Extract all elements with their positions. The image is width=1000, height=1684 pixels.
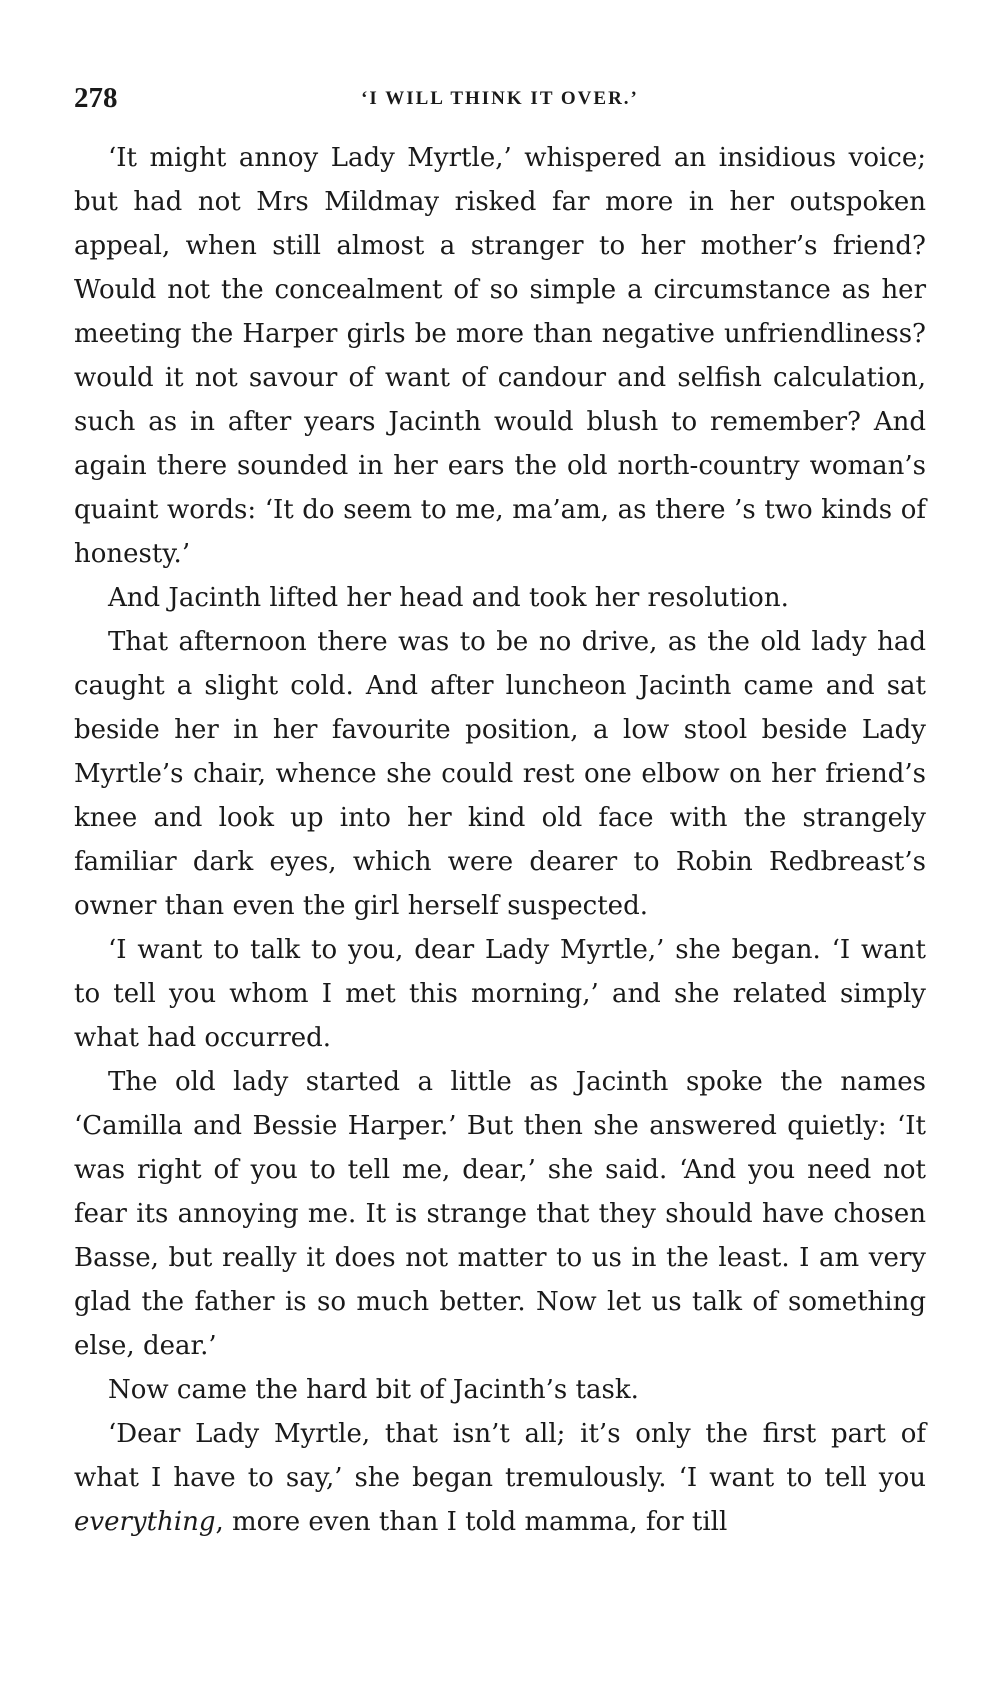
- paragraph: And Jacinth lifted her head and took her resolution.: [108, 583, 789, 613]
- paragraph: ‘It might annoy Lady Myrtle,’ whispered an insidious voice; but had not Mrs Mildmay risked far more in her outspoken appeal, when still almost a stranger to her mother’s friend? Would not the concealment of so simple a circumstance as her meeting the Harper girls be more than negative unfriendliness? would it not savour of want of candour and selfish calculation, such as in after years Jacinth would blush to remember? And again there sounded in her ears the old north-country woman’s quaint words: ‘It do seem to me, ma’am, as there ’s two kinds of honesty.’: [74, 143, 926, 569]
- paragraph-text: ‘Dear Lady Myrtle, that isn’t all; it’s only the first part of what I have to say,’ she began tremulously. ‘I want to tell you: [74, 1419, 926, 1493]
- body-text: [74, 136, 926, 1544]
- emphasized-word: everything: [74, 1507, 216, 1537]
- page-header: [74, 82, 926, 122]
- paragraph: Now came the hard bit of Jacinth’s task.: [108, 1375, 639, 1405]
- paragraph-text: , more even than I told mamma, for till: [215, 1507, 728, 1537]
- paragraph: That afternoon there was to be no drive, as the old lady had caught a slight cold. And after luncheon Jacinth came and sat beside her in her favourite position, a low stool beside Lady Myrtle’s chair, whence she could rest one elbow on her friend’s knee and look up into her kind old face with the strangely familiar dark eyes, which were dearer to Robin Redbreast’s owner than even the girl herself suspected.: [74, 627, 926, 921]
- paragraph: [74, 1412, 926, 1544]
- paragraph: The old lady started a little as Jacinth spoke the names ‘Camilla and Bessie Harper.’ But then she answered quietly: ‘It was right of you to tell me, dear,’ she said. ‘And you need not fear its annoying me. It is strange that they should have chosen Basse, but really it does not matter to us in the least. I am very glad the father is so much better. Now let us talk of something else, dear.’: [74, 1067, 926, 1361]
- page-number: 278: [74, 82, 118, 114]
- paragraph: ‘I want to talk to you, dear Lady Myrtle,’ she began. ‘I want to tell you whom I met this morning,’ and she related simply what had occurred.: [74, 935, 926, 1053]
- running-title: ‘I WILL THINK IT OVER.’: [361, 88, 639, 109]
